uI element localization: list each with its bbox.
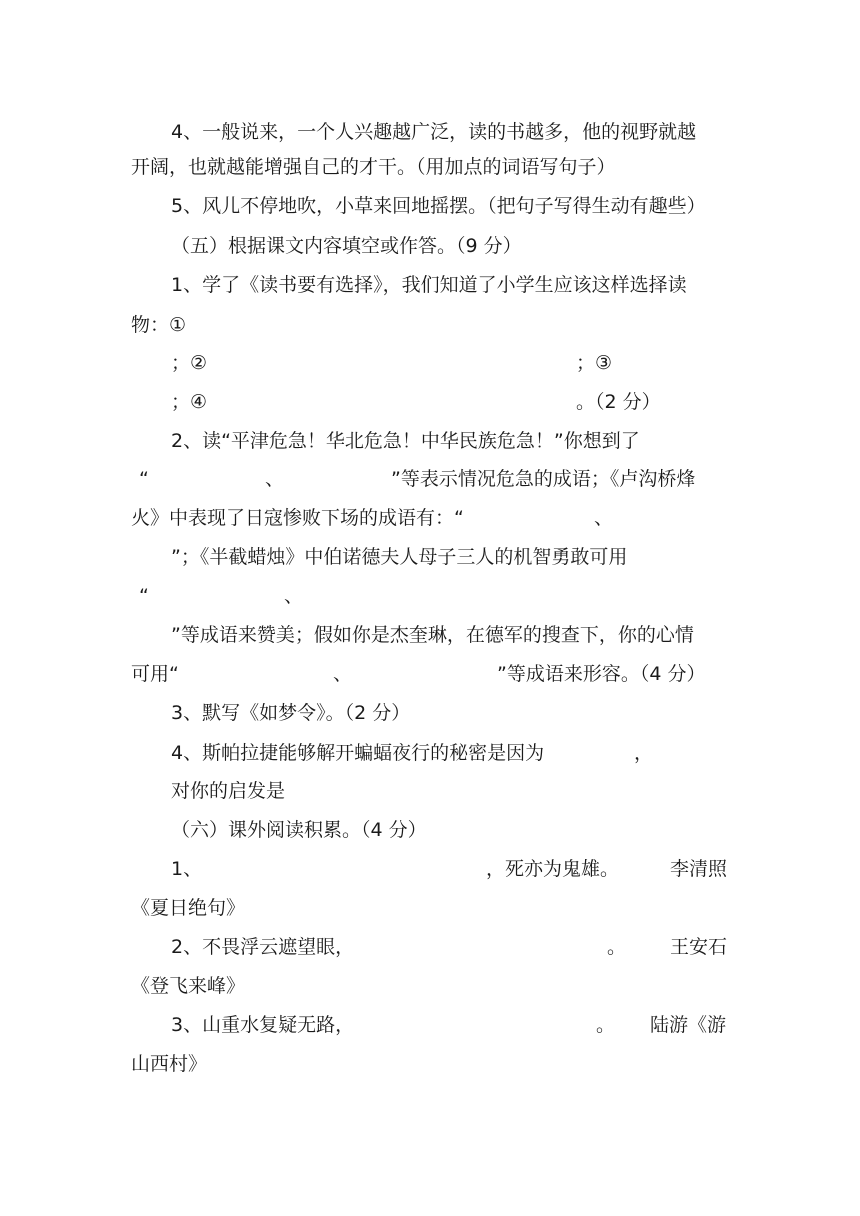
poem-3-line: 3、山重水复疑无路，: [171, 1014, 355, 1036]
section-6-title: （六）课外阅读积累。（4 分）: [171, 819, 427, 841]
question-5: 5、风儿不停地吹，小草来回地摇摆。（把句子写得生动有趣些）: [171, 195, 706, 217]
s6-q1-line-2: 《夏日绝句》: [131, 897, 246, 919]
poem-3-author: 陆游《游: [650, 1014, 727, 1036]
s5-q2-line-1: 2、读“平津危急！华北危急！中华民族危急！”你想到了: [171, 430, 640, 452]
lugou-text: 火》中表现了日寇惨败下场的成语有：“: [131, 507, 464, 529]
comma-sep: 、: [333, 663, 353, 685]
s6-q3-line-2: 山西村》: [131, 1053, 208, 1075]
poem-2-line: 2、不畏浮云遮望眼，: [171, 936, 355, 958]
period: 。: [596, 1014, 616, 1036]
blank-sep-4: ；④: [171, 391, 208, 413]
blank-sep-2: ；②: [171, 352, 208, 374]
s5-q1-line-1: 1、学了《读书要有选择》，我们知道了小学生应该这样选择读: [171, 274, 687, 296]
urgent-idioms-text: ”等表示情况危急的成语；《卢沟桥烽: [391, 468, 696, 490]
poem-1-author: 李清照: [670, 858, 728, 880]
period: 。: [607, 936, 627, 958]
s5-q3: 3、默写《如梦令》。（2 分）: [171, 702, 411, 724]
section-5-title: （五）根据课文内容填空或作答。（9 分）: [171, 235, 522, 257]
s6-q2-line-2: 《登飞来峰》: [131, 975, 246, 997]
bat-question: 4、斯帕拉捷能够解开蝙蝠夜行的秘密是因为: [171, 742, 545, 764]
comma-sep: ，: [634, 742, 654, 764]
s5-q4-line-2: 对你的启发是: [171, 780, 286, 802]
s5-q2-line-4: ”；《半截蜡烛》中伯诺德夫人母子三人的机智勇敢可用: [171, 546, 628, 568]
s5-q1-line-2: 物：①: [131, 314, 187, 336]
jacqueline-text: 可用“: [131, 663, 179, 685]
comma-sep: 、: [594, 507, 614, 529]
score-2: 。（2 分）: [576, 391, 661, 413]
question-4-line-2: 开阔，也就越能增强自己的才干。（用加点的词语写句子）: [131, 156, 616, 178]
blank-sep-3: ；③: [576, 352, 613, 374]
open-quote: “: [139, 468, 149, 490]
question-4-line-1: 4、一般说来，一个人兴趣越广泛，读的书越多，他的视野就越: [171, 121, 697, 143]
score-4: ”等成语来形容。（4 分）: [497, 663, 706, 685]
comma-sep: 、: [265, 468, 285, 490]
poem-2-author: 王安石: [670, 936, 728, 958]
poem-1-line: ，死亦为鬼雄。: [486, 858, 620, 880]
poem-1-num: 1、: [171, 858, 203, 880]
s5-q2-line-6: ”等成语来赞美；假如你是杰奎琳，在德军的搜查下，你的心情: [171, 624, 694, 646]
comma-sep: 、: [284, 585, 304, 607]
open-quote: “: [139, 585, 149, 607]
